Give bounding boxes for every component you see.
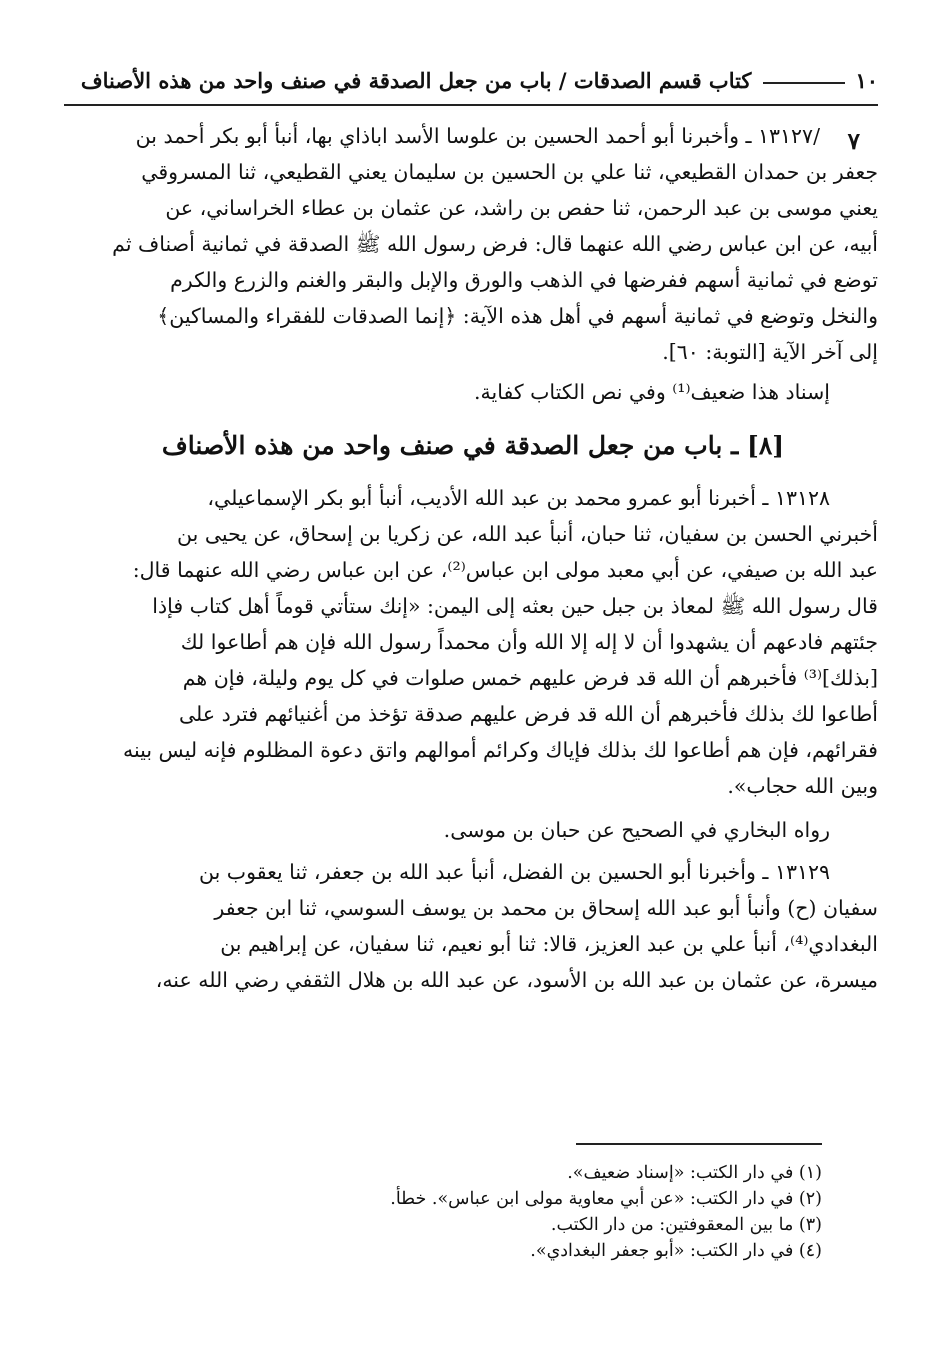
footnote-1: (١) في دار الكتب: «إسناد ضعيف».	[567, 1163, 822, 1183]
text-line: البغدادي⁽⁴⁾، أنبأ علي بن عبد العزيز، قالا: ثنا أبو نعيم، ثنا سفيان، عن إبراهيم بن	[220, 932, 878, 956]
text-line: [بذلك]⁽³⁾ فأخبرهم أن الله قد فرض عليهم خمس صلوات في كل يوم وليلة، فإن هم	[182, 666, 878, 690]
text-line: أطاعوا لك بذلك فأخبرهم أن الله قد فرض عليهم صدقة تؤخذ من أغنيائهم فترد على	[178, 702, 878, 726]
footnote-separator	[576, 1143, 822, 1145]
text-line: ميسرة، عن عثمان بن عبد الله بن الأسود، عن عبد الله بن هلال الثقفي رضي الله عنه،	[155, 968, 878, 992]
text-line: سفيان (ح) وأنبأ أبو عبد الله إسحاق بن محمد بن يوسف السوسي، ثنا ابن جعفر	[214, 896, 878, 920]
text-line: فقرائهم، فإن هم أطاعوا لك بذلك فإياك وكرائم أموالهم واتق دعوة المظلوم فإنه ليس بينه	[122, 738, 878, 762]
footnote-3: (٣) ما بين المعقوفتين: من دار الكتب.	[550, 1215, 822, 1235]
text-line: قال رسول الله ﷺ لمعاذ بن جبل حين بعثه إلى اليمن: «إنك ستأتي قوماً أهل كتاب فإذا	[152, 594, 878, 618]
text-line: ١٣١٢٨ ـ أخبرنا أبو عمرو محمد بن عبد الله الأديب، أنبأ أبو بكر الإسماعيلي،	[207, 486, 830, 510]
text-line: /١٣١٢٧ ـ وأخبرنا أبو أحمد الحسين بن علوسا الأسد اباذاي بها، أنبأ أبو بكر أحمد بن	[135, 124, 820, 148]
text-line: يعني موسى بن عبد الرحمن، ثنا حفص بن راشد، عن عثمان بن عطاء الخراساني، عن	[165, 196, 878, 220]
chapter-heading: [٨] ـ باب من جعل الصدقة في صنف واحد من هذه الأصناف	[161, 431, 785, 460]
text-line: جئتهم فادعهم أن يشهدوا أن لا إله إلا الله وأن محمداً رسول الله فإن هم أطاعوا لك	[180, 630, 878, 654]
running-header	[64, 60, 878, 106]
takhrij-note: رواه البخاري في الصحيح عن حبان بن موسى.	[443, 818, 830, 842]
margin-page-marker: ٧	[847, 128, 860, 155]
text-line: ١٣١٢٩ ـ وأخبرنا أبو الحسين بن الفضل، أنبأ عبد الله بن جعفر، ثنا يعقوب بن	[198, 860, 830, 884]
footnotes	[300, 1160, 822, 1264]
text-line: إلى آخر الآية [التوبة: ٦٠].	[662, 340, 878, 364]
text-line: جعفر بن حمدان القطيعي، ثنا علي بن الحسين بن سليمان يعني القطيعي، ثنا المسروقي	[141, 160, 878, 184]
hadith-13129	[68, 854, 878, 998]
running-title: كتاب قسم الصدقات / باب من جعل الصدقة في صنف واحد من هذه الأصناف	[80, 67, 752, 93]
text-line: توضع في ثمانية أسهم ففرضها في الذهب والورق والإبل والبقر والغنم والزرع والكرم	[170, 268, 878, 292]
text-line: أبيه، عن ابن عباس رضي الله عنهما قال: فرض رسول الله ﷺ الصدقة في ثمانية أصناف ثم	[112, 232, 878, 256]
page-number: ١٠	[855, 67, 878, 93]
main-text	[68, 118, 878, 998]
footnote-2: (٢) في دار الكتب: «عن أبي معاوية مولى ابن عباس». خطأ.	[390, 1189, 822, 1209]
header-dash-rule	[763, 82, 845, 84]
text-line: أخبرني الحسن بن سفيان، ثنا حبان، أنبأ عبد الله، عن زكريا بن إسحاق، عن يحيى بن	[177, 522, 878, 546]
text-line: والنخل وتوضع في ثمانية أسهم في أهل هذه الآية: ﴿إنما الصدقات للفقراء والمساكين﴾	[157, 304, 878, 328]
hadith-13128	[68, 480, 878, 848]
text-line: عبد الله بن صيفي، عن أبي معبد مولى ابن عباس⁽²⁾، عن ابن عباس رضي الله عنهما قال:	[132, 558, 878, 582]
isnad-note: إسناد هذا ضعيف⁽¹⁾ وفي نص الكتاب كفاية.	[474, 380, 830, 404]
text-line: وبين الله حجاب».	[727, 774, 878, 798]
footnote-4: (٤) في دار الكتب: «أبو جعفر البغدادي».	[530, 1241, 822, 1261]
hadith-13127	[68, 118, 878, 410]
